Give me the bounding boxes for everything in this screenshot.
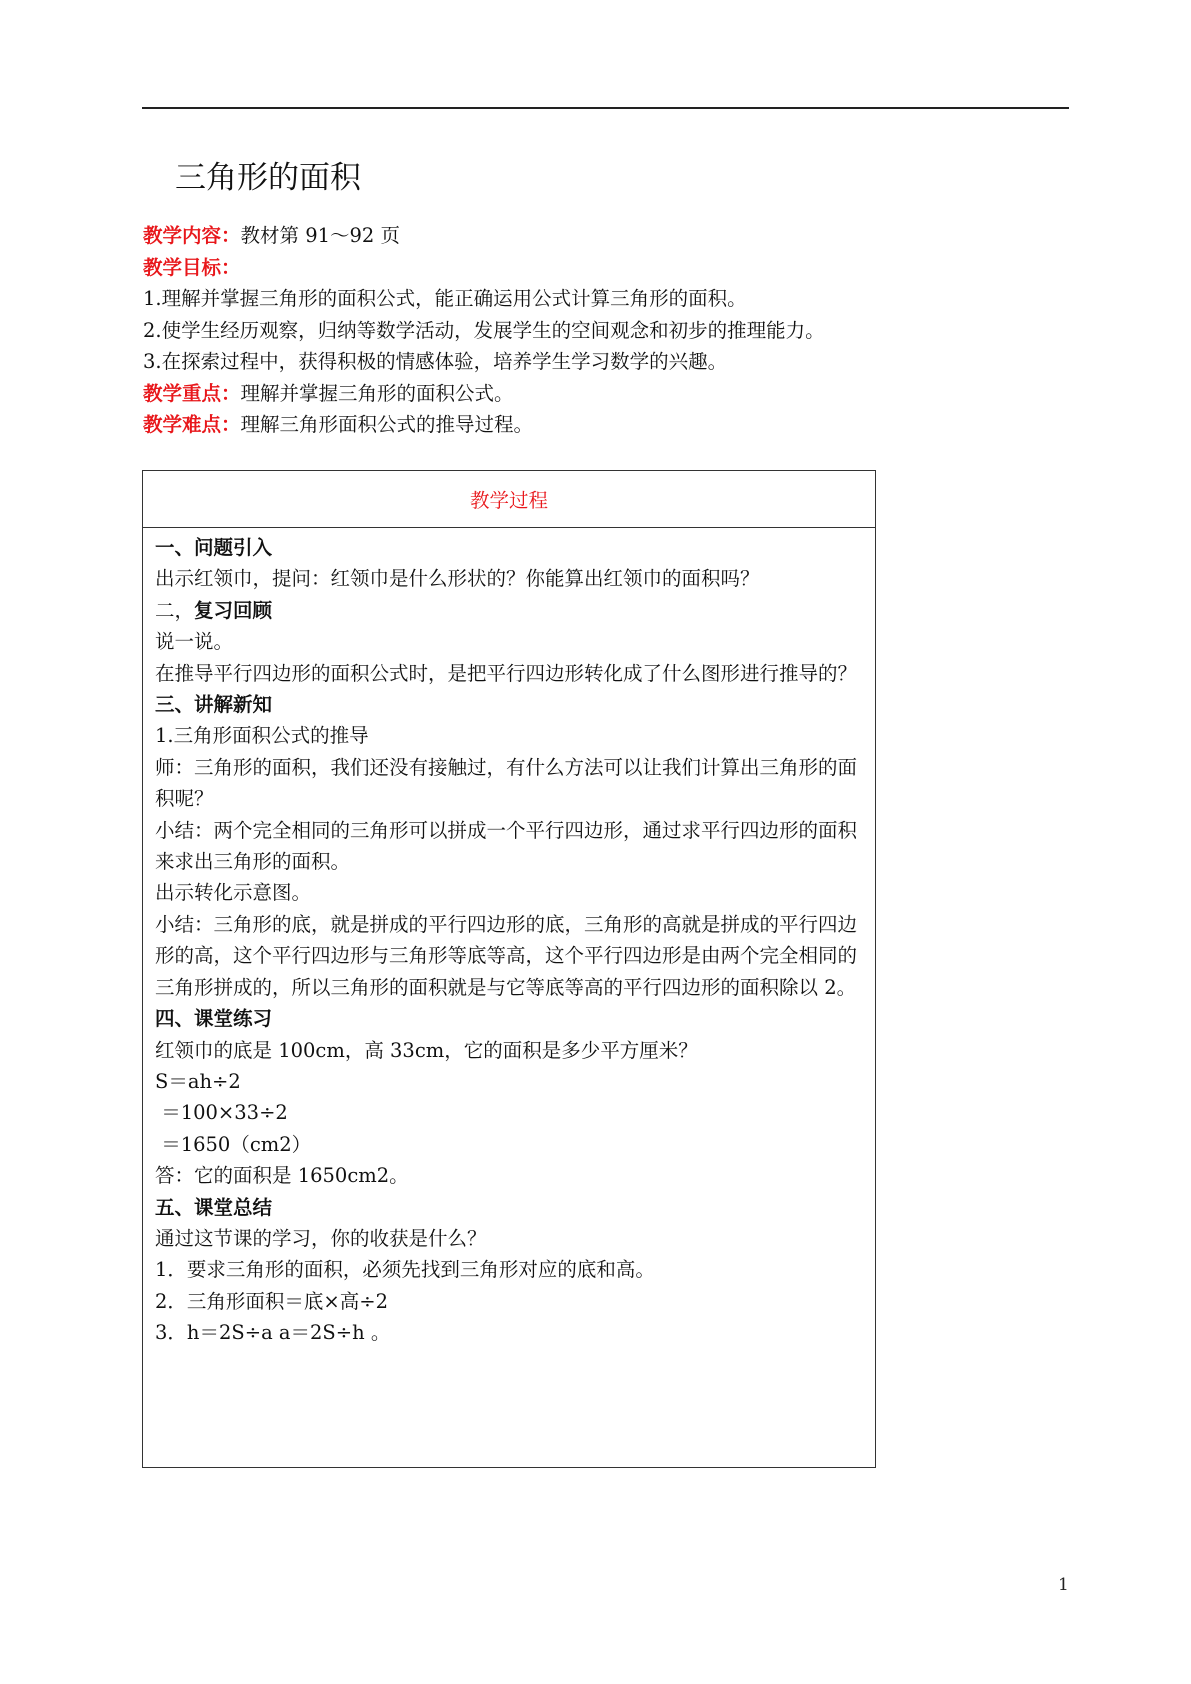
process-line: ＝100×33÷2	[155, 1101, 288, 1125]
process-line: ＝1650（cm2）	[155, 1132, 312, 1156]
teaching-difficulty-value: 理解三角形面积公式的推导过程。	[240, 413, 534, 436]
teaching-process-body	[143, 528, 875, 1349]
teaching-process-table	[142, 470, 876, 1468]
teaching-process-header: 教学过程	[143, 471, 875, 528]
process-line: 出示转化示意图。	[155, 881, 312, 905]
teaching-content-label: 教学内容：	[143, 224, 241, 247]
process-section-heading: 一、问题引入	[155, 536, 273, 559]
teaching-difficulty-label: 教学难点：	[143, 413, 241, 436]
process-section-heading: 四、课堂练习	[155, 1007, 273, 1031]
process-section-heading: 三、讲解新知	[155, 693, 273, 717]
process-line: 师：三角形的面积，我们还没有接触过，有什么方法可以让我们计算出三角形的面积呢？	[155, 755, 858, 811]
header-rule	[142, 107, 1069, 109]
teaching-goal-1: 1.理解并掌握三角形的面积公式，能正确运用公式计算三角形的面积。	[143, 287, 747, 310]
process-section-heading: 复习回顾	[194, 598, 273, 622]
lesson-info	[143, 220, 1043, 441]
process-line: 红领巾的底是 100cm，高 33cm，它的面积是多少平方厘米？	[155, 1038, 698, 1062]
process-section-heading: 五、课堂总结	[155, 1195, 273, 1219]
teaching-goal-2: 2.使学生经历观察，归纳等数学活动，发展学生的空间观念和初步的推理能力。	[143, 318, 825, 342]
process-line: 出示红领巾，提问：红领巾是什么形状的？你能算出红领巾的面积吗？	[155, 567, 760, 591]
process-line: 说一说。	[155, 630, 234, 654]
process-line: 小结：两个完全相同的三角形可以拼成一个平行四边形，通过求平行四边形的面积来求出三角形的面积。	[155, 818, 858, 874]
process-line	[155, 595, 863, 626]
teaching-goals-label: 教学目标：	[143, 255, 241, 279]
page-number: 1	[1058, 1575, 1069, 1595]
process-line: 通过这节课的学习，你的收获是什么？	[155, 1226, 487, 1250]
teaching-goals-line	[143, 252, 1043, 284]
process-line-prefix: 二，	[155, 598, 195, 622]
teaching-key-value: 理解并掌握三角形的面积公式。	[240, 381, 514, 405]
process-line: 1．要求三角形的面积，必须先找到三角形对应的底和高。	[155, 1258, 655, 1282]
process-line: 小结：三角形的底，就是拼成的平行四边形的底，三角形的高就是拼成的平行四边形的高，这个平行四边形与三角形等底等高，这个平行四边形是由两个完全相同的三角形拼成的，所以三角形的面积就是与它等底等高的平行四边形的面积除以 2。	[155, 912, 858, 999]
teaching-goal-3: 3.在探索过程中，获得积极的情感体验，培养学生学习数学的兴趣。	[143, 350, 728, 373]
process-line: S＝ah÷2	[155, 1069, 241, 1093]
process-line: 2．三角形面积＝底×高÷2	[155, 1289, 388, 1313]
teaching-content-value: 教材第 91～92 页	[240, 224, 401, 247]
teaching-difficulty-line	[143, 409, 1043, 441]
process-line: 3．h＝2S÷a a＝2S÷h 。	[155, 1321, 391, 1345]
teaching-key-label: 教学重点：	[143, 381, 241, 405]
teaching-content-line	[143, 220, 1043, 252]
process-line: 1.三角形面积公式的推导	[155, 724, 369, 748]
page-title: 三角形的面积	[175, 160, 361, 196]
teaching-key-line	[143, 378, 1043, 410]
process-line: 答：它的面积是 1650cm2。	[155, 1164, 409, 1188]
process-line: 在推导平行四边形的面积公式时，是把平行四边形转化成了什么图形进行推导的？	[155, 661, 858, 685]
